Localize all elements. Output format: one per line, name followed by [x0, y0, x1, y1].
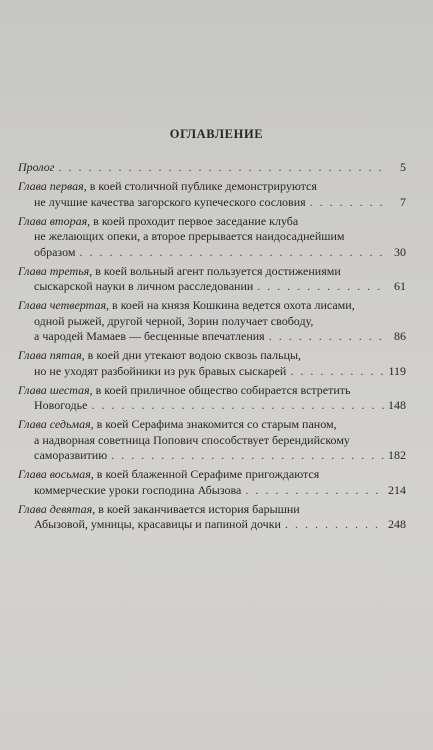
chapter-description-line: коммерческие уроки господина Абызова: [34, 482, 242, 497]
chapter-title: Глава первая: [18, 179, 84, 193]
dot-leader: [290, 364, 384, 380]
page-number: 248: [388, 517, 406, 531]
dot-leader: [269, 329, 388, 345]
toc-entry-first-line: [18, 383, 406, 399]
toc-entry-first-line: [18, 467, 406, 483]
toc-entry-first-line: [18, 417, 406, 433]
page-number: 119: [388, 363, 406, 378]
toc-entry-last-line: [18, 364, 406, 380]
page-number: 148: [388, 398, 406, 412]
toc-entry-first-line: [18, 348, 406, 364]
chapter-description-line: но не уходят разбойники из рук бравых сыскарей: [34, 363, 287, 378]
chapter-description-line: не желающих опеки, а второе прерывается наидосаднейшим: [34, 229, 345, 243]
toc-entry: [18, 502, 406, 533]
chapter-description: , в коей блаженной Серафиме пригождаются: [90, 467, 320, 481]
page-number: 214: [388, 482, 406, 497]
chapter-description: , в коей дни утекают водою сквозь пальцы,: [81, 348, 302, 362]
page-number: 30: [394, 244, 406, 259]
toc-entry: [18, 383, 406, 414]
chapter-description-line: а чародей Мамаев — бесценные впечатления: [34, 329, 265, 343]
dot-leader: [310, 195, 388, 211]
table-of-contents: [18, 160, 406, 536]
chapter-description: , в коей на князя Кошкина ведется охота лисами,: [106, 298, 355, 312]
chapter-description-line: Абызовой, умницы, красавицы и папиной дочки: [34, 517, 281, 531]
chapter-description: , в коей столичной публике демонстрируются: [83, 179, 317, 193]
chapter-description-line: саморазвитию: [34, 448, 108, 462]
toc-entry: [18, 467, 406, 498]
toc-entry-last-line: [18, 279, 406, 295]
chapter-description: , в коей приличное общество собирается встретить: [89, 382, 351, 397]
toc-entry-last-line: [18, 329, 406, 345]
dot-leader: [58, 160, 388, 176]
dot-leader: [285, 517, 384, 533]
toc-entry-last-line: [18, 398, 406, 414]
chapter-description: , в коей вольный агент пользуется достижениями: [89, 263, 341, 278]
page-number: 5: [400, 160, 406, 174]
page-number: 86: [394, 329, 406, 343]
toc-entry-last-line: [18, 517, 406, 533]
page-number: 7: [400, 194, 406, 209]
page-title: ОГЛАВЛЕНИЕ: [169, 127, 264, 141]
chapter-description: , в коей проходит первое заседание клуба: [87, 213, 299, 228]
chapter-description-line: а надворная советница Попович способствует берендийскому: [34, 432, 350, 447]
chapter-title: Глава третья: [18, 263, 90, 278]
chapter-description-line: одной рыжей, другой черной, Зорин получает свободу,: [34, 313, 314, 328]
page-number: 61: [394, 279, 406, 293]
toc-entry-last-line: [18, 245, 406, 261]
chapter-description-line: Новогодье: [34, 398, 88, 412]
toc-entry-last-line: [18, 483, 406, 499]
dot-leader: [91, 398, 384, 414]
toc-entry-first-line: [18, 502, 406, 518]
chapter-title: Глава четвертая: [18, 298, 107, 312]
chapter-title: Глава шестая: [18, 382, 90, 397]
chapter-title: Глава седьмая: [18, 417, 91, 431]
chapter-title: Глава пятая: [18, 348, 82, 362]
chapter-description-line: не лучшие качества загорского купеческого сословия: [34, 194, 306, 209]
chapter-title: Глава девятая: [18, 501, 93, 516]
toc-entry-first-line: [18, 179, 406, 195]
toc-entry-first-line: [18, 214, 406, 230]
toc-entry: [18, 417, 406, 464]
toc-entry-first-line: [18, 264, 406, 280]
chapter-title: Пролог: [18, 160, 55, 174]
toc-entry-last-line: [18, 448, 406, 464]
toc-entry: [18, 264, 406, 295]
toc-entry-last-line: [18, 195, 406, 211]
chapter-title: Глава восьмая: [18, 467, 91, 481]
chapter-description: , в коей заканчивается история барышни: [92, 501, 300, 516]
chapter-title: Глава вторая: [18, 213, 88, 228]
dot-leader: [245, 483, 384, 499]
dot-leader: [257, 279, 388, 295]
toc-entry-line: [18, 160, 406, 176]
toc-entry: [18, 298, 406, 345]
toc-entry: [18, 348, 406, 379]
toc-entry: [18, 179, 406, 210]
chapter-description: , в коей Серафима знакомится со старым паном,: [90, 417, 337, 431]
dot-leader: [111, 448, 384, 464]
chapter-description-line: образом: [34, 244, 76, 259]
dot-leader: [79, 245, 388, 261]
page-number: 182: [388, 448, 406, 462]
chapter-description-line: сыскарской науки в личном расследовании: [34, 279, 254, 293]
toc-entry: [18, 160, 406, 176]
toc-entry: [18, 214, 406, 261]
toc-entry-first-line: [18, 298, 406, 314]
